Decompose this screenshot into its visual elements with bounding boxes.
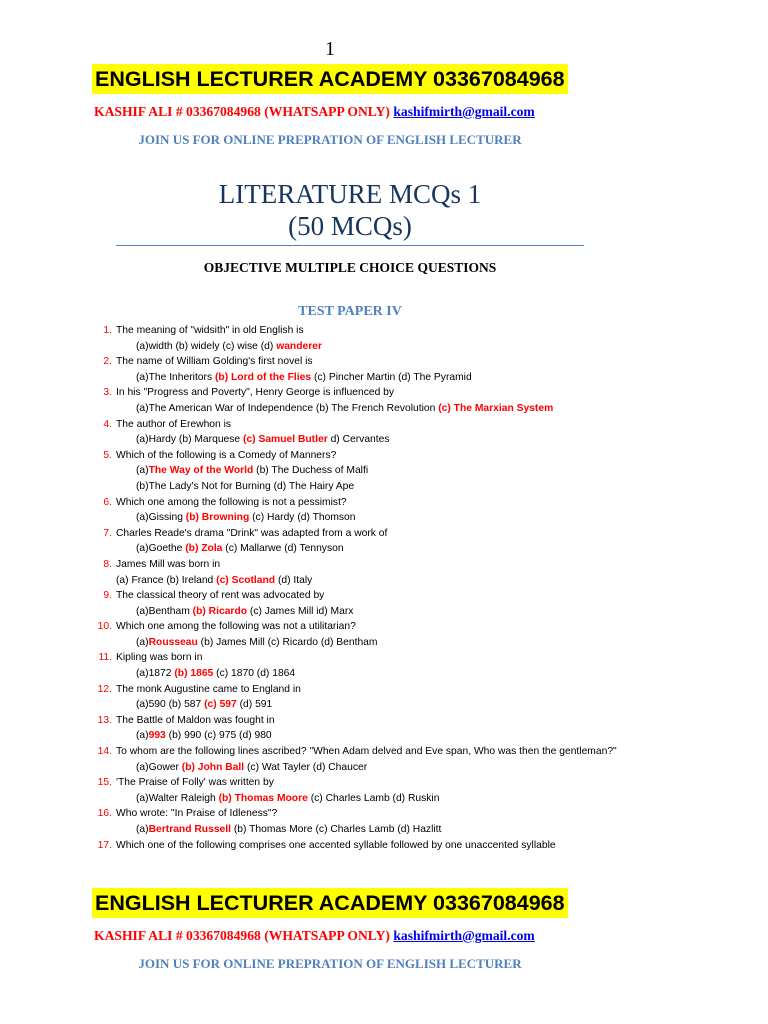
question-text: The classical theory of rent was advocated by: [116, 590, 325, 602]
page-title: [0, 178, 700, 242]
contact-text: KASHIF ALI # 03367084968 (WHATSAPP ONLY): [94, 104, 390, 119]
question-text: The Battle of Maldon was fought in: [116, 714, 275, 726]
question-number: 9.: [103, 590, 112, 602]
correct-answer: 993: [148, 730, 166, 742]
email-link[interactable]: kashifmirth@gmail.com: [393, 104, 535, 119]
mcq-question: [0, 682, 700, 698]
question-options: [0, 510, 700, 526]
option-text: (a)The Inheritors: [136, 371, 215, 383]
question-text: To whom are the following lines ascribed? "When Adam delved and Eve span, Who was then the gentleman?": [116, 746, 617, 758]
footer-join-line: JOIN US FOR ONLINE PREPRATION OF ENGLISH LECTURER: [138, 956, 522, 971]
correct-answer: The Way of the World: [148, 465, 254, 477]
mcq-question: [0, 323, 700, 339]
mcq-question: [0, 838, 700, 854]
mcq-question: [0, 385, 700, 401]
mcq-question: [0, 806, 700, 822]
question-text: The name of William Golding's first novel is: [116, 356, 313, 368]
question-number: 3.: [103, 387, 112, 399]
correct-answer: (c) Samuel Butler: [243, 434, 328, 446]
title-line-2: (50 MCQs): [288, 211, 412, 241]
question-number: 15.: [97, 777, 112, 789]
title-line-1: LITERATURE MCQs 1: [218, 179, 482, 209]
question-text: The meaning of "widsith" in old English is: [116, 325, 304, 336]
question-number: 6.: [103, 496, 112, 508]
question-options: [0, 791, 700, 807]
mcq-question: [0, 448, 700, 464]
question-text: 'The Praise of Folly' was written by: [116, 777, 274, 789]
option-text: (c) James Mill id) Marx: [247, 605, 354, 617]
question-options: [0, 339, 700, 355]
footer-email-link[interactable]: kashifmirth@gmail.com: [393, 928, 535, 943]
mcq-question: [0, 417, 700, 433]
question-text: In his "Progress and Poverty", Henry George is influenced by: [116, 387, 395, 399]
correct-answer: (b) 1865: [174, 668, 214, 680]
option-text: (a): [136, 465, 149, 477]
question-text: Which one of the following comprises one accented syllable followed by one unaccented syllable: [116, 839, 556, 851]
option-text: (d) 591: [236, 699, 273, 711]
option-text: (a)The American War of Independence (b) The French Revolution: [136, 402, 439, 414]
question-number: 10.: [97, 621, 112, 633]
correct-answer: (b) John Ball: [181, 761, 245, 773]
mcq-question: [0, 557, 700, 573]
option-text: (d) Italy: [275, 574, 313, 586]
academy-banner: ENGLISH LECTURER ACADEMY 03367084968: [92, 64, 568, 94]
question-number: 1.: [103, 325, 112, 336]
correct-answer: (b) Lord of the Flies: [214, 371, 312, 383]
correct-answer: Bertrand Russell: [148, 824, 231, 835]
option-text: (b)The Lady's Not for Burning (d) The Hairy Ape: [136, 480, 355, 492]
question-options: [0, 463, 700, 479]
join-line: JOIN US FOR ONLINE PREPRATION OF ENGLISH LECTURER: [138, 132, 522, 147]
footer-academy-banner: ENGLISH LECTURER ACADEMY 03367084968: [92, 888, 568, 918]
test-paper-heading: TEST PAPER IV: [298, 304, 402, 319]
option-text: (a): [136, 730, 149, 742]
option-text: (c) Charles Lamb (d) Ruskin: [307, 792, 440, 804]
question-number: 4.: [103, 418, 112, 430]
option-text: (a)Gissing: [136, 512, 186, 524]
mcq-question: [0, 354, 700, 370]
subtitle: OBJECTIVE MULTIPLE CHOICE QUESTIONS: [203, 260, 497, 275]
footer-contact-text: KASHIF ALI # 03367084968 (WHATSAPP ONLY): [94, 928, 390, 943]
question-options: [0, 822, 700, 838]
option-text: (b) Thomas More (c) Charles Lamb (d) Hazlitt: [231, 824, 442, 835]
option-text: (a)1872: [136, 668, 175, 680]
question-text: Who wrote: "In Praise of Idleness"?: [116, 808, 278, 820]
option-text: (a)Walter Raleigh: [136, 792, 219, 804]
correct-answer: (b) Browning: [185, 512, 250, 524]
question-options: [0, 728, 700, 744]
mcq-question: [0, 588, 700, 604]
option-text: (a)width (b) widely (c) wise (d): [136, 340, 277, 352]
mcq-question: [0, 495, 700, 511]
mcq-list: [0, 323, 700, 853]
contact-line: [94, 104, 535, 120]
question-number: 12.: [97, 683, 112, 695]
question-number: 5.: [103, 449, 112, 461]
option-text: (b) The Duchess of Malfi: [253, 465, 369, 477]
question-number: 7.: [103, 527, 112, 539]
mcq-question: [0, 650, 700, 666]
question-text: James Mill was born in: [116, 558, 221, 570]
question-text: The monk Augustine came to England in: [116, 683, 301, 695]
page-number: 1: [325, 38, 335, 60]
option-text: (a)590 (b) 587: [136, 699, 205, 711]
mcq-question: [0, 713, 700, 729]
question-options: [0, 479, 700, 495]
correct-answer: (b) Thomas Moore: [218, 792, 308, 804]
question-options: [0, 370, 700, 386]
mcq-question: [0, 526, 700, 542]
question-number: 2.: [103, 356, 112, 368]
correct-answer: (b) Zola: [185, 543, 223, 555]
option-text: (a)Hardy (b) Marquese: [136, 434, 244, 446]
correct-answer: wanderer: [276, 340, 322, 352]
question-number: 8.: [103, 558, 112, 570]
option-text: (c) 1870 (d) 1864: [213, 668, 296, 680]
option-text: (a): [136, 636, 149, 648]
option-text: (c) Hardy (d) Thomson: [249, 512, 356, 524]
question-number: 13.: [97, 714, 112, 726]
correct-answer: (c) The Marxian System: [438, 402, 554, 414]
question-options: [0, 432, 700, 448]
option-text: (c) Mallarwe (d) Tennyson: [222, 543, 344, 555]
option-text: d) Cervantes: [327, 434, 390, 446]
question-text: Which one among the following was not a utilitarian?: [116, 621, 356, 633]
option-text: (a)Gower: [136, 761, 182, 773]
correct-answer: (b) Ricardo: [192, 605, 248, 617]
question-options: [0, 760, 700, 776]
question-options: [0, 573, 700, 589]
question-number: 14.: [97, 746, 112, 758]
question-options: [0, 635, 700, 651]
question-number: 11.: [98, 652, 112, 664]
option-text: (a)Goethe: [136, 543, 186, 555]
option-text: (a) France (b) Ireland: [116, 574, 217, 586]
question-number: 17.: [97, 839, 112, 851]
option-text: (a)Bentham: [136, 605, 193, 617]
mcq-question: [0, 744, 700, 760]
correct-answer: (c) 597: [204, 699, 237, 711]
correct-answer: (c) Scotland: [216, 574, 276, 586]
question-options: [0, 541, 700, 557]
question-options: [0, 401, 700, 417]
option-text: (c) Wat Tayler (d) Chaucer: [244, 761, 368, 773]
question-number: 16.: [97, 808, 112, 820]
question-options: [0, 604, 700, 620]
option-text: (c) Pincher Martin (d) The Pyramid: [311, 371, 472, 383]
footer-contact-line: [94, 928, 535, 944]
option-text: (b) James Mill (c) Ricardo (d) Bentham: [197, 636, 378, 648]
mcq-question: [0, 619, 700, 635]
title-divider: [116, 245, 584, 246]
mcq-question: [0, 775, 700, 791]
option-text: (a): [136, 824, 149, 835]
question-text: Kipling was born in: [116, 652, 203, 664]
option-text: (b) 990 (c) 975 (d) 980: [165, 730, 272, 742]
question-text: The author of Erewhon is: [116, 418, 232, 430]
correct-answer: Rousseau: [148, 636, 198, 648]
question-options: [0, 697, 700, 713]
question-text: Which one among the following is not a pessimist?: [116, 496, 347, 508]
question-options: [0, 666, 700, 682]
question-text: Charles Reade's drama "Drink" was adapted from a work of: [116, 527, 388, 539]
question-text: Which of the following is a Comedy of Manners?: [116, 449, 337, 461]
